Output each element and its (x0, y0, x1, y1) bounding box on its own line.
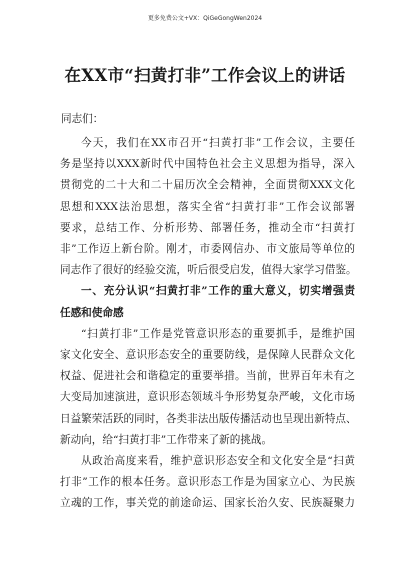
text-line: 权益、促进社会和谐稳定的重要举措。当前，世界百年未有之 (60, 370, 355, 383)
section-heading (60, 281, 355, 323)
paragraph-political (60, 451, 355, 515)
document-title: 在XX市“扫黄打非”工作会议上的讲话 (64, 66, 346, 85)
text-line: 打非”工作的根本任务。意识形态工作是为国家立心、为民族 (60, 476, 355, 489)
text-line: 家文化安全、意识形态安全的重要防线，是保障人民群众文化 (60, 349, 355, 362)
text-line: 今天，我们在XX市召开“扫黄打非”工作会议，主要任 (81, 137, 355, 149)
text-line: 从政治高度来看，维护意识形态安全和文化安全是“扫黄 (81, 455, 355, 468)
salutation: 同志们： (61, 113, 104, 125)
document-body (60, 133, 355, 515)
text-line: 要求，总结工作、分析形势、部署任务，推动全市“扫黄打 (60, 221, 355, 234)
text-line: 新动向，给“扫黄打非”工作带来了新的挑战。 (60, 433, 273, 446)
text-line: 立魂的工作，事关党的前途命运、国家长治久安、民族凝聚力 (60, 497, 355, 510)
text-line: “扫黄打非”工作是党管意识形态的重要抓手，是维护国 (81, 327, 355, 340)
text-line: 同志作了很好的经验交流，听后很受启发，值得大家学习借鉴。 (60, 264, 357, 277)
text-line: 贯彻党的二十大和二十届历次全会精神，全面贯彻XXX文化 (60, 179, 355, 192)
header-note: 更多免费公文+VX：QiGeGongWen2024 (147, 15, 263, 22)
text-line: 日益繁荣活跃的同时，各类非法出版传播活动也呈现出新特点、 (60, 412, 357, 425)
text-line: 非”工作迈上新台阶。刚才，市委网信办、市文旅局等单位的 (60, 243, 355, 256)
heading-line: 一、充分认识“扫黄打非”工作的重大意义，切实增强责 (81, 285, 355, 298)
text-line: 大变局加速演进，意识形态领域斗争形势复杂严峻，文化市场 (60, 391, 355, 404)
text-line: 务是坚持以XXX新时代中国特色社会主义思想为指导，深入 (60, 158, 355, 171)
paragraph-significance (60, 324, 355, 451)
heading-line: 任感和使命感 (60, 306, 124, 319)
paragraph-intro (60, 133, 355, 281)
text-line: 思想和XXX法治思想，落实全省“扫黄打非”工作会议部署 (60, 200, 355, 213)
